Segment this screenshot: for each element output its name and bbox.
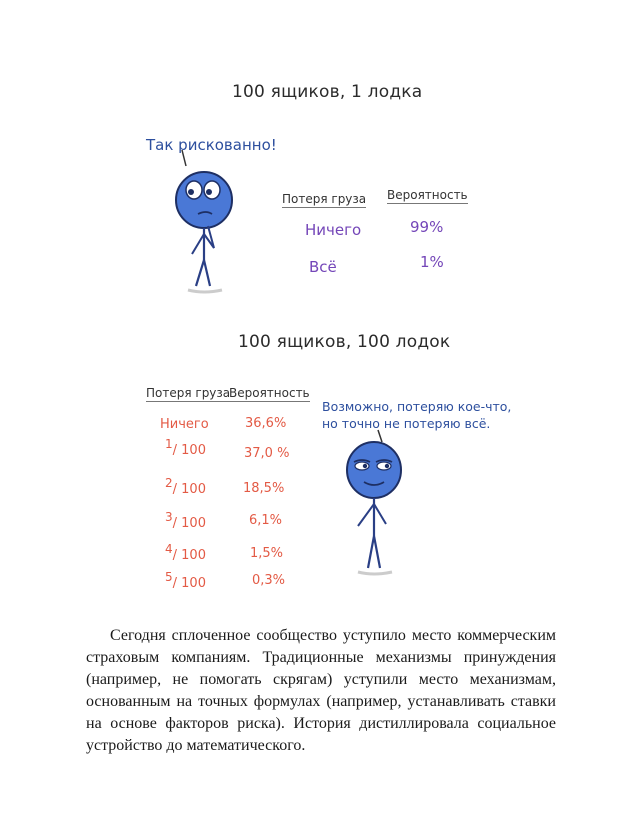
panel2-header-loss: Потеря груза: [146, 386, 231, 400]
row1-den: 100: [181, 443, 206, 458]
panel2-row3-loss: 3/ 100: [165, 510, 206, 531]
body-paragraph: Сегодня сплоченное сообщество уступило место коммерческим страховым компаниям. Традиционные механизмы принуждения (например, не помогать скрягам) уступили место механизмам, основанным на точных формулах (например, устанавливать ставки на основе факторов риска). История дистиллировала социальное устройство до математического.: [86, 627, 556, 754]
row3-den: 100: [181, 516, 206, 531]
panel2-row0-loss: Ничего: [160, 417, 209, 432]
panel1-row1-loss: Всё: [309, 258, 337, 276]
panel2-row2-loss: 2/ 100: [165, 476, 206, 497]
panel2-row5-loss: 5/ 100: [165, 570, 206, 591]
row5-num: 5: [165, 570, 173, 584]
panel1-row0-loss: Ничего: [305, 221, 362, 239]
panel2-speech: [322, 398, 511, 432]
row3-num: 3: [165, 510, 173, 524]
panel2-row1-loss: 1/ 100: [165, 437, 206, 458]
panel2-speech-line1: Возможно, потеряю кое-что,: [322, 399, 512, 414]
stick-figure-worried: [160, 148, 250, 298]
panel2-row2-prob: 18,5%: [243, 481, 285, 496]
panel2-row1-prob: 37,0 %: [244, 446, 290, 461]
row4-den: 100: [181, 548, 206, 563]
row4-num: 4: [165, 542, 173, 556]
row2-num: 2: [165, 476, 173, 490]
panel2-title: 100 ящиков, 100 лодок: [238, 332, 451, 352]
panel2-header-prob: Вероятность: [229, 386, 310, 400]
row1-num: 1: [165, 437, 173, 451]
panel1-header-prob: Вероятность: [387, 188, 468, 202]
panel2-row3-prob: 6,1%: [249, 513, 283, 528]
panel1-row1-prob: 1%: [420, 253, 444, 271]
panel2-speech-line2: но точно не потеряю всё.: [322, 416, 491, 431]
stick-figure-calm: [332, 428, 422, 598]
panel2-row4-prob: 1,5%: [250, 546, 284, 561]
panel1-row0-prob: 99%: [410, 218, 444, 236]
row2-den: 100: [181, 482, 206, 497]
panel1-speech: Так рискованно!: [146, 136, 277, 154]
panel1-header-loss: Потеря груза: [282, 192, 367, 206]
panel2-row4-loss: 4/ 100: [165, 542, 206, 563]
row5-den: 100: [181, 576, 206, 591]
panel2-row0-prob: 36,6%: [245, 416, 287, 431]
panel1-title: 100 ящиков, 1 лодка: [232, 82, 423, 102]
panel2-row5-prob: 0,3%: [252, 573, 286, 588]
